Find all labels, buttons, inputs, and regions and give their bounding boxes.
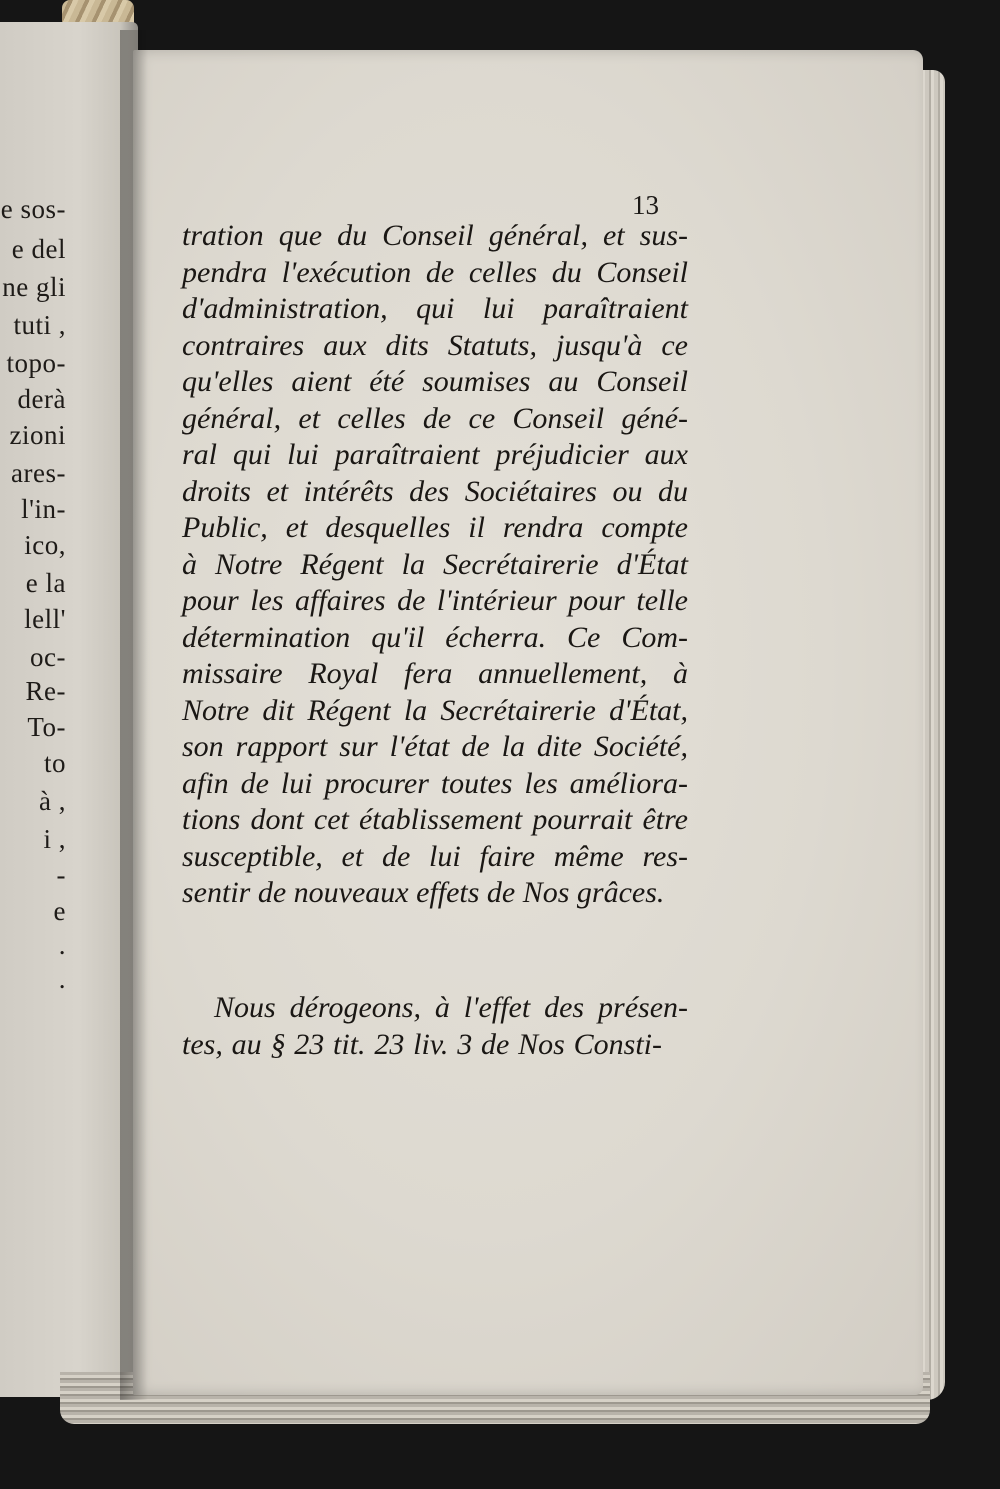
text-line: tration que du Conseil général, et sus- <box>182 219 688 252</box>
left-page-fragment: ico, <box>24 530 66 560</box>
left-page-fragment: i , <box>43 824 66 854</box>
text-line: à Notre Régent la Secrétairerie d'État <box>182 547 688 581</box>
left-page-fragment: lell' <box>24 604 66 634</box>
left-page-fragment: tuti , <box>13 310 66 340</box>
left-page-fragment: ne gli <box>2 272 66 302</box>
left-page-fragment: to <box>43 748 66 778</box>
page-number: 13 <box>632 190 659 220</box>
left-page-fragment: e del <box>11 234 66 264</box>
text-line: qu'elles aient été soumises au Conseil <box>182 365 688 398</box>
left-page-fragment: à , <box>39 786 66 816</box>
text-line: d'administration, qui lui paraîtraient <box>182 292 688 325</box>
text-line: afin de lui procurer toutes les améliora- <box>182 766 688 800</box>
text-line: missaire Royal fera annuellement, à <box>182 657 688 690</box>
gutter-shadow <box>120 30 148 1400</box>
left-page-fragment: . <box>58 964 66 994</box>
left-page-fragment: - <box>56 860 66 890</box>
left-page-fragment: ares- <box>11 458 66 488</box>
left-page-fragment: derà <box>17 384 66 414</box>
left-page-fragment: e sos- <box>0 194 66 224</box>
text-line: Nous dérogeons, à l'effet des présen- <box>214 991 688 1024</box>
left-page-fragment: Re- <box>25 676 66 706</box>
text-line: ral qui lui paraîtraient préjudicier aux <box>182 438 688 471</box>
left-page-fragment: e la <box>25 568 66 598</box>
paragraph-2 <box>182 990 688 1063</box>
text-line: Public, et desquelles il rendra compte <box>182 511 688 544</box>
text-line: général, et celles de ce Conseil géné- <box>182 401 688 435</box>
left-page-fragment: topo- <box>6 348 66 378</box>
text-line: pour les affaires de l'intérieur pour telle <box>182 584 688 617</box>
paragraph-1 <box>182 218 688 912</box>
text-line: contraires aux dits Statuts, jusqu'à ce <box>182 328 688 362</box>
text-line: tes, au § 23 tit. 23 liv. 3 de Nos Consti- <box>182 1027 662 1061</box>
text-line: susceptible, et de lui faire même res- <box>182 839 688 873</box>
left-facing-page <box>0 22 138 1397</box>
left-page-fragment: To- <box>27 712 66 742</box>
text-line: droits et intérêts des Sociétaires ou du <box>182 474 688 508</box>
left-page-fragment: zioni <box>9 420 66 450</box>
left-page-fragment: oc- <box>30 642 66 672</box>
text-line: pendra l'exécution de celles du Conseil <box>182 255 688 289</box>
left-page-fragment: e <box>53 896 66 926</box>
left-page-fragment: . <box>58 930 66 960</box>
text-line: sentir de nouveaux effets de Nos grâces. <box>182 876 665 909</box>
text-line: son rapport sur l'état de la dite Société, <box>182 730 688 763</box>
text-line: Notre dit Régent la Secrétairerie d'État, <box>182 693 688 727</box>
text-line: détermination qu'il écherra. Ce Com- <box>182 620 688 654</box>
text-line: tions dont cet établissement pourrait être <box>182 803 688 836</box>
left-page-fragment: l'in- <box>21 494 66 524</box>
